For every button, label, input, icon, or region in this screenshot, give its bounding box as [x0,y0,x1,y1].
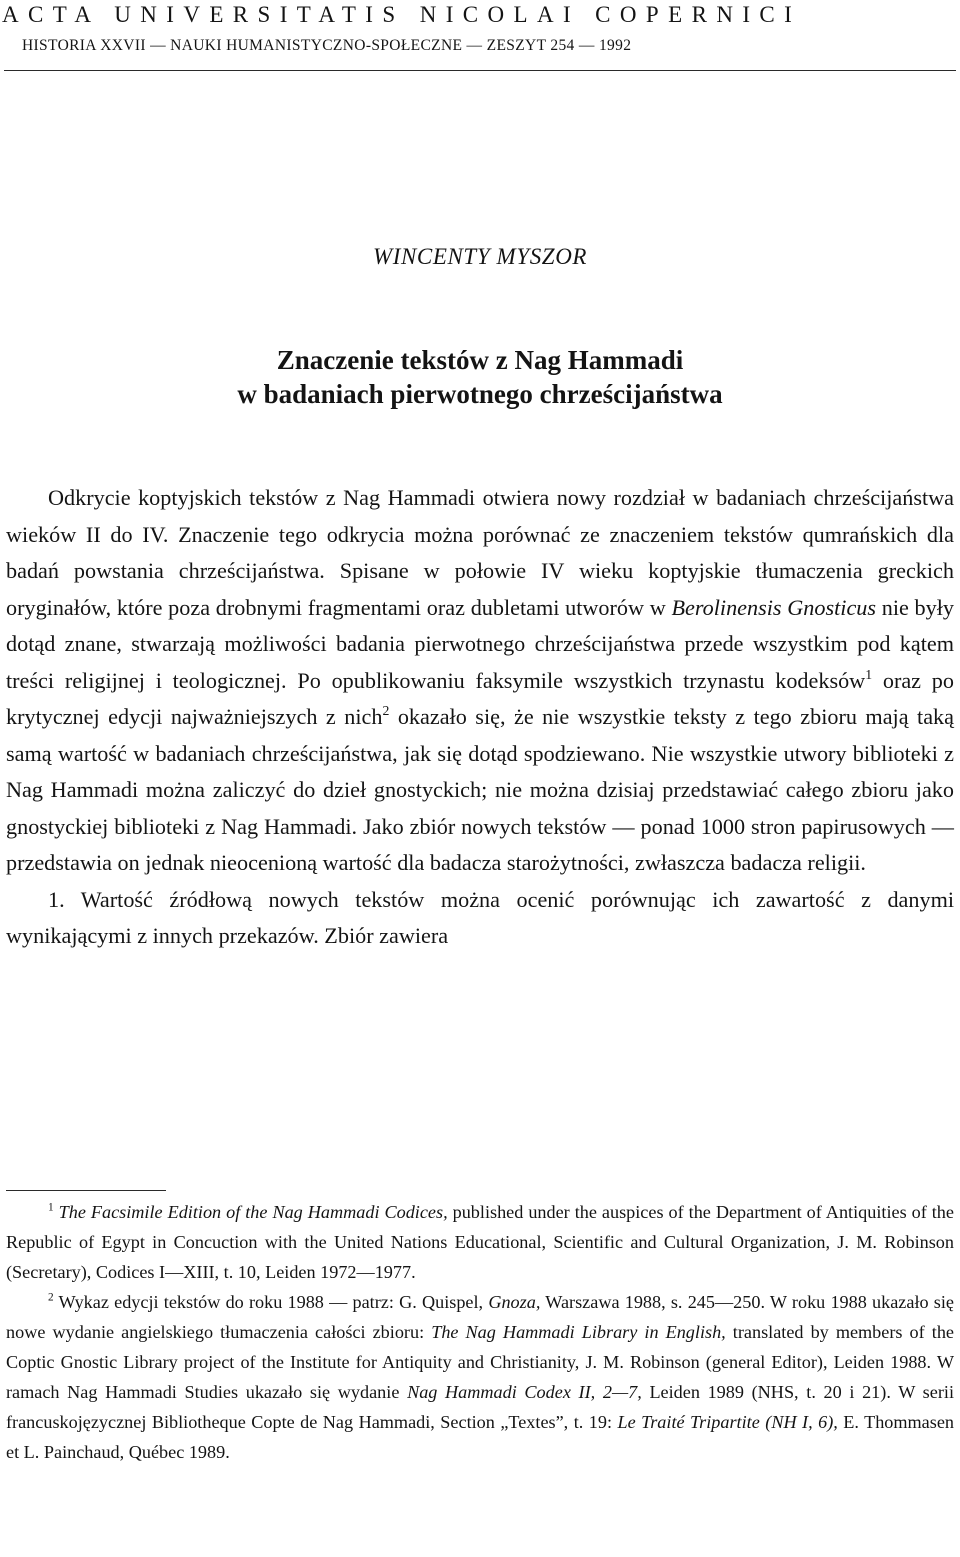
body-italic-term: Berolinensis Gnosticus [671,594,877,620]
body-text: okazało się, że nie wszystkie teksty z tego zbioru mają taką samą wartość w badaniach chrześcijaństwa, jak się dotąd spodziewano. Nie wszystkie utwory biblioteki z Nag Hammadi można zaliczyć do dzieł gnostyckich; nie można dzisiaj przedstawiać całego zbioru jako gnostyckiej biblioteki z Nag Hammadi. Jako zbiór nowych tekstów — ponad 1000 stron papirusowych — przedstawia on jednak nieocenioną wartość dla badacza starożytności, zwłaszcza badacza religii. [6,704,954,875]
article-title [0,343,960,411]
footnote-text: Warszawa 1988, s. 245—250. W roku 1988 ukazało się nowe wydanie angielskiego tłumaczenia całości zbioru: [6,1292,955,1342]
footnotes [6,1197,954,1467]
footnote-number-1: 1 [48,1201,54,1214]
footnote-text: Leiden 1989 (NHS, t. 20 i 21). W serii francuskojęzycznej Bibliotheque Copte de Nag Hammadi, Section „Textes”, t. 19: [6,1382,954,1432]
footnote-italic-title: Gnoza, [488,1292,541,1312]
body-paragraph-2: 1. Wartość źródłową nowych tekstów można ocenić porównując ich zawartość z danymi wynikającymi z innych przekazów. Zbiór zawiera [6,886,954,948]
body-text: nie były dotąd znane, stwarzają możliwości badania pierwotnego chrześcijaństwa przede wszystkim pod kątem treści religijnej i teologicznej. Po opublikowaniu faksymile wszystkich trzynastu kodeksów [6,594,954,693]
journal-issue-line: HISTORIA XXVII — NAUKI HUMANISTYCZNO-SPOŁECZNE — ZESZYT 254 — 1992 [22,37,632,54]
body-text: oraz po krytycznej edycji najważniejszych z nich [6,667,954,729]
footnote-italic-title: The Nag Hammadi Library in English, [431,1322,726,1342]
article-body [6,480,954,955]
footnote-italic-title: The Facsimile Edition of the Nag Hammadi Codices, [58,1202,448,1222]
article-title-line-2: w badaniach pierwotnego chrześcijaństwa [237,379,723,409]
footnote-ref-2: 2 [382,703,390,719]
article-author: WINCENTY MYSZOR [372,244,588,269]
footnote-ref-1: 1 [865,666,873,682]
body-paragraph-1 [6,480,954,882]
header-rule [4,70,956,71]
footnote-separator [6,1190,166,1191]
footnote-text: translated by members of the Coptic Gnostic Library project of the Institute for Antiquity and Christianity, J. M. Robinson (general Editor), Leiden 1988. W ramach Nag Hammadi Studies ukazało się wydanie [6,1322,954,1402]
footnote-text: E. Thommasen et L. Painchaud, Québec 1989. [6,1412,954,1462]
article-title-line-1: Znaczenie tekstów z Nag Hammadi [276,345,684,375]
footnote-italic-title: Nag Hammadi Codex II, 2—7, [407,1382,642,1402]
footnote-text: published under the auspices of the Department of Antiquities of the Republic of Egypt in Concuction with the United Nations Educational, Scientific and Cultural Organization, J. M. Robinson (Secretary), Codices I—XIII, t. 10, Leiden 1972—1977. [6,1202,954,1282]
body-text: Odkrycie koptyjskich tekstów z Nag Hammadi otwiera nowy rozdział w badaniach chrześcijaństwa wieków II do IV. Znaczenie tego odkrycia można porównać ze znaczeniem tekstów qumrańskich dla badań powstania chrześcijaństwa. Spisane w połowie IV wieku koptyjskie tłumaczenia greckich oryginałów, które poza drobnymi fragmentami oraz dubletami utworów w [6,485,954,620]
footnote-2 [6,1287,954,1467]
footnote-text: Wykaz edycji tekstów do roku 1988 — patrz: G. Quispel, [53,1292,489,1312]
footnote-1 [6,1197,954,1287]
journal-series-title: ACTA UNIVERSITATIS NICOLAI COPERNICI [2,2,802,27]
footnote-number-2: 2 [48,1291,54,1304]
footnote-italic-title: Le Traité Tripartite (NH I, 6), [617,1412,838,1432]
